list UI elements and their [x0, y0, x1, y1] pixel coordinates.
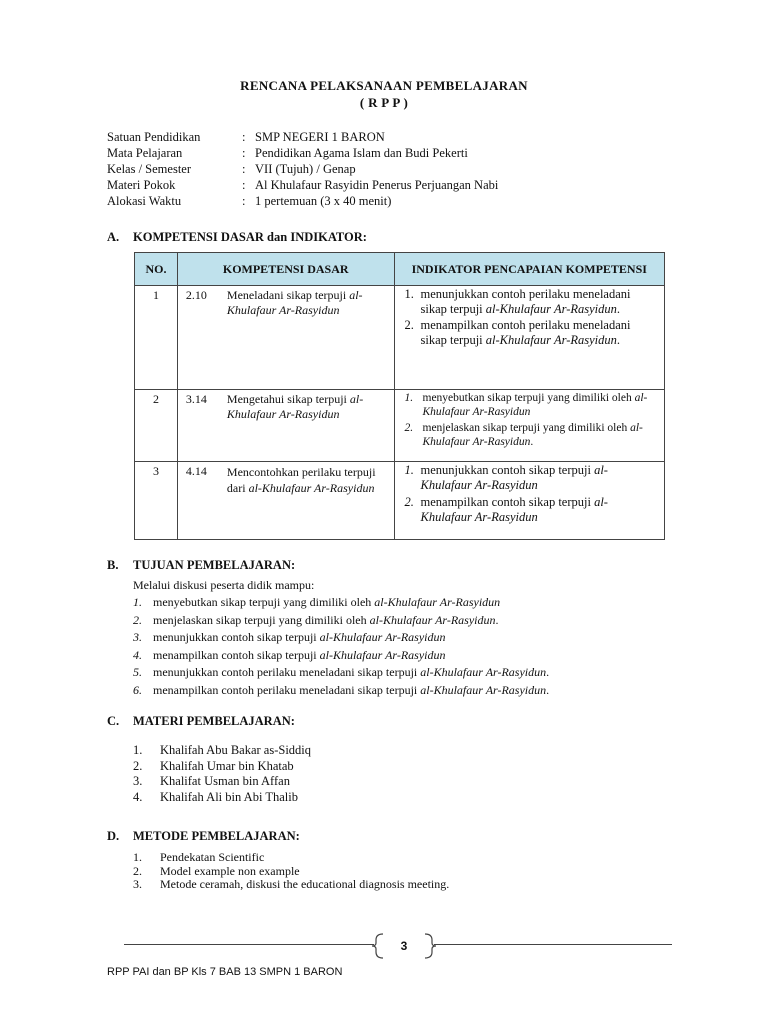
indicator-item	[397, 391, 659, 419]
kd-text-plain: Mencontohkan perilaku terpuji dari	[226, 465, 376, 495]
table-row	[135, 390, 665, 462]
item-text: Metode ceramah, diskusi the educational diagnosis meeting.	[160, 877, 450, 891]
item-number: 3.	[133, 774, 143, 788]
item-text-italic: al-Khulafaur Ar-Rasyidun	[369, 612, 496, 627]
competency-table	[134, 252, 665, 540]
footer-rule-left	[124, 944, 374, 945]
row-number: 3	[135, 462, 178, 540]
item-number: 1.	[133, 595, 142, 609]
indicator-text-end: .	[530, 436, 534, 448]
item-text	[153, 664, 549, 682]
meta-value: SMP NEGERI 1 BARON	[255, 130, 385, 144]
indicator-text-plain: menjelaskan sikap terpuji yang dimiliki oleh	[422, 422, 631, 434]
meta-label: Satuan Pendidikan	[107, 130, 201, 144]
section-letter: C.	[107, 714, 120, 728]
item-text-italic: al-Khulafaur Ar-Rasyidun	[420, 665, 547, 679]
item-number: 1.	[133, 743, 143, 757]
kd-cell	[177, 390, 394, 462]
meta-label: Mata Pelajaran	[107, 146, 183, 160]
section-letter: A.	[107, 230, 120, 244]
indicator-number: 2.	[404, 495, 414, 509]
kd-text-plain: Mengetahui sikap terpuji	[226, 392, 350, 406]
indicator-number: 1.	[404, 287, 414, 301]
indicator-text-plain: menampilkan contoh sikap terpuji	[420, 495, 595, 509]
indicator-number: 1.	[404, 463, 414, 477]
item-text: Pendekatan Scientific	[160, 850, 265, 864]
section-a-heading	[107, 230, 367, 245]
row-number: 1	[135, 286, 178, 390]
indicator-text-end: .	[616, 302, 621, 316]
meta-colon: :	[242, 146, 246, 160]
meta-label: Materi Pokok	[107, 178, 176, 192]
indicator-text-plain: menampilkan contoh perilaku meneladani sikap terpuji	[420, 318, 631, 347]
item-text-italic: al-Khulafaur Ar-Rasyidun	[319, 647, 446, 662]
meta-label: Kelas / Semester	[107, 162, 192, 176]
item-text-plain: menyebutkan sikap terpuji yang dimiliki oleh	[153, 595, 375, 609]
indicator-text-italic: al-Khulafaur Ar-Rasyidun	[422, 392, 648, 418]
section-title: MATERI PEMBELAJARAN:	[133, 714, 295, 728]
item-text-end: .	[546, 682, 550, 697]
kd-text-italic: al-Khulafaur Ar-Rasyidun	[248, 481, 375, 495]
section-c-heading	[107, 714, 295, 729]
kd-text-italic: al-Khulafaur Ar-Rasyidun	[226, 392, 364, 421]
indicator-item	[397, 463, 659, 493]
item-number: 2.	[133, 758, 143, 773]
item-text	[153, 612, 499, 630]
document-title: RENCANA PELAKSANAAN PEMBELAJARAN	[240, 78, 528, 93]
indicator-number: 2.	[404, 318, 414, 332]
indicator-cell	[394, 286, 665, 390]
section-title: KOMPETENSI DASAR dan INDIKATOR:	[133, 230, 367, 244]
kd-text-plain: Meneladani sikap terpuji	[226, 288, 350, 302]
kd-code: 2.10	[185, 288, 207, 302]
indicator-text-italic: al-Khulafaur Ar-Rasyidun	[420, 495, 608, 524]
document-subtitle: ( R P P )	[359, 95, 409, 110]
kd-code: 4.14	[185, 464, 207, 478]
page-number: 3	[400, 939, 408, 953]
footer-rule-right	[434, 944, 672, 945]
row-number: 2	[135, 390, 178, 462]
indicator-text-italic: al-Khulafaur Ar-Rasyidun	[422, 422, 643, 448]
item-text-italic: al-Khulafaur Ar-Rasyidun	[319, 630, 446, 644]
item-number: 5.	[133, 665, 142, 679]
section-title: TUJUAN PEMBELAJARAN:	[133, 558, 296, 572]
item-number: 6.	[133, 682, 142, 697]
meta-colon: :	[242, 194, 246, 208]
indicator-text-plain: menunjukkan contoh perilaku meneladani sikap terpuji	[420, 287, 631, 316]
item-text: Khalifat Usman bin Affan	[160, 774, 290, 788]
meta-value: Al Khulafaur Rasyidin Penerus Perjuangan Nabi	[255, 178, 499, 192]
table-header-row	[135, 253, 665, 286]
item-number: 3.	[133, 877, 142, 891]
item-text-plain: menampilkan contoh perilaku meneladani sikap terpuji	[153, 682, 421, 697]
item-text	[153, 647, 446, 665]
meta-value: Pendidikan Agama Islam dan Budi Pekerti	[255, 146, 468, 160]
meta-colon: :	[242, 162, 246, 176]
item-number: 3.	[133, 630, 142, 644]
item-text: Khalifah Ali bin Abi Thalib	[160, 789, 298, 804]
indicator-text-end: .	[616, 333, 621, 347]
item-text-italic: al-Khulafaur Ar-Rasyidun	[420, 682, 547, 697]
item-text-plain: menunjukkan contoh sikap terpuji	[153, 630, 320, 644]
kd-text-italic: al-Khulafaur Ar-Rasyidun	[226, 288, 363, 317]
indicator-text-italic: al-Khulafaur Ar-Rasyidun	[485, 302, 617, 316]
section-b-heading	[107, 558, 295, 573]
kd-cell	[177, 462, 394, 540]
meta-value: VII (Tujuh) / Genap	[255, 162, 356, 176]
item-text-plain: menampilkan contoh sikap terpuji	[153, 647, 320, 662]
item-text-plain: menjelaskan sikap terpuji yang dimiliki oleh	[153, 612, 370, 627]
meta-label: Alokasi Waktu	[107, 194, 182, 208]
item-text-end: .	[495, 612, 499, 627]
item-text	[153, 682, 549, 700]
item-number: 2.	[133, 863, 142, 878]
indicator-number: 1.	[404, 392, 414, 404]
section-d-heading	[107, 829, 300, 844]
item-text	[153, 629, 446, 647]
item-text-end: .	[546, 665, 550, 679]
item-text-plain: menunjukkan contoh perilaku meneladani sikap terpuji	[153, 665, 421, 679]
kd-text	[227, 288, 389, 318]
table-row	[135, 462, 665, 540]
item-text: Model example non example	[160, 863, 300, 878]
section-title: METODE PEMBELAJARAN:	[133, 829, 300, 843]
indicator-text-plain: menyebutkan sikap terpuji yang dimiliki oleh	[422, 392, 635, 404]
indicator-item	[397, 495, 659, 525]
kd-cell	[177, 286, 394, 390]
kd-code: 3.14	[185, 392, 207, 406]
indicator-item	[397, 318, 659, 348]
objectives-intro: Melalui diskusi peserta didik mampu:	[133, 578, 315, 592]
section-letter: D.	[107, 829, 120, 843]
indicator-number: 2.	[404, 422, 414, 434]
meta-colon: :	[242, 130, 246, 144]
indicator-text-italic: al-Khulafaur Ar-Rasyidun	[420, 463, 608, 492]
item-text: Khalifah Abu Bakar as-Siddiq	[160, 743, 312, 757]
column-header-no: NO.	[135, 253, 178, 286]
meta-colon: :	[242, 178, 246, 192]
table-row	[135, 286, 665, 390]
item-number: 4.	[133, 789, 143, 804]
section-letter: B.	[107, 558, 119, 572]
item-number: 4.	[133, 647, 142, 662]
item-number: 2.	[133, 612, 142, 627]
kd-text	[227, 464, 389, 496]
item-text: Khalifah Umar bin Khatab	[160, 758, 294, 773]
footer-text: RPP PAI dan BP Kls 7 BAB 13 SMPN 1 BARON	[107, 966, 343, 978]
kd-text	[227, 392, 389, 422]
indicator-item	[397, 421, 659, 449]
indicator-cell	[394, 462, 665, 540]
indicator-item	[397, 287, 659, 317]
column-header-kd: KOMPETENSI DASAR	[177, 253, 394, 286]
indicator-cell	[394, 390, 665, 462]
meta-value: 1 pertemuan (3 x 40 menit)	[255, 194, 392, 208]
indicator-text-italic: al-Khulafaur Ar-Rasyidun	[485, 333, 617, 347]
indicator-text-plain: menunjukkan contoh sikap terpuji	[420, 463, 595, 477]
item-text-italic: al-Khulafaur Ar-Rasyidun	[374, 595, 501, 609]
item-text	[153, 594, 500, 612]
column-header-indikator: INDIKATOR PENCAPAIAN KOMPETENSI	[394, 253, 665, 286]
item-number: 1.	[133, 850, 142, 864]
